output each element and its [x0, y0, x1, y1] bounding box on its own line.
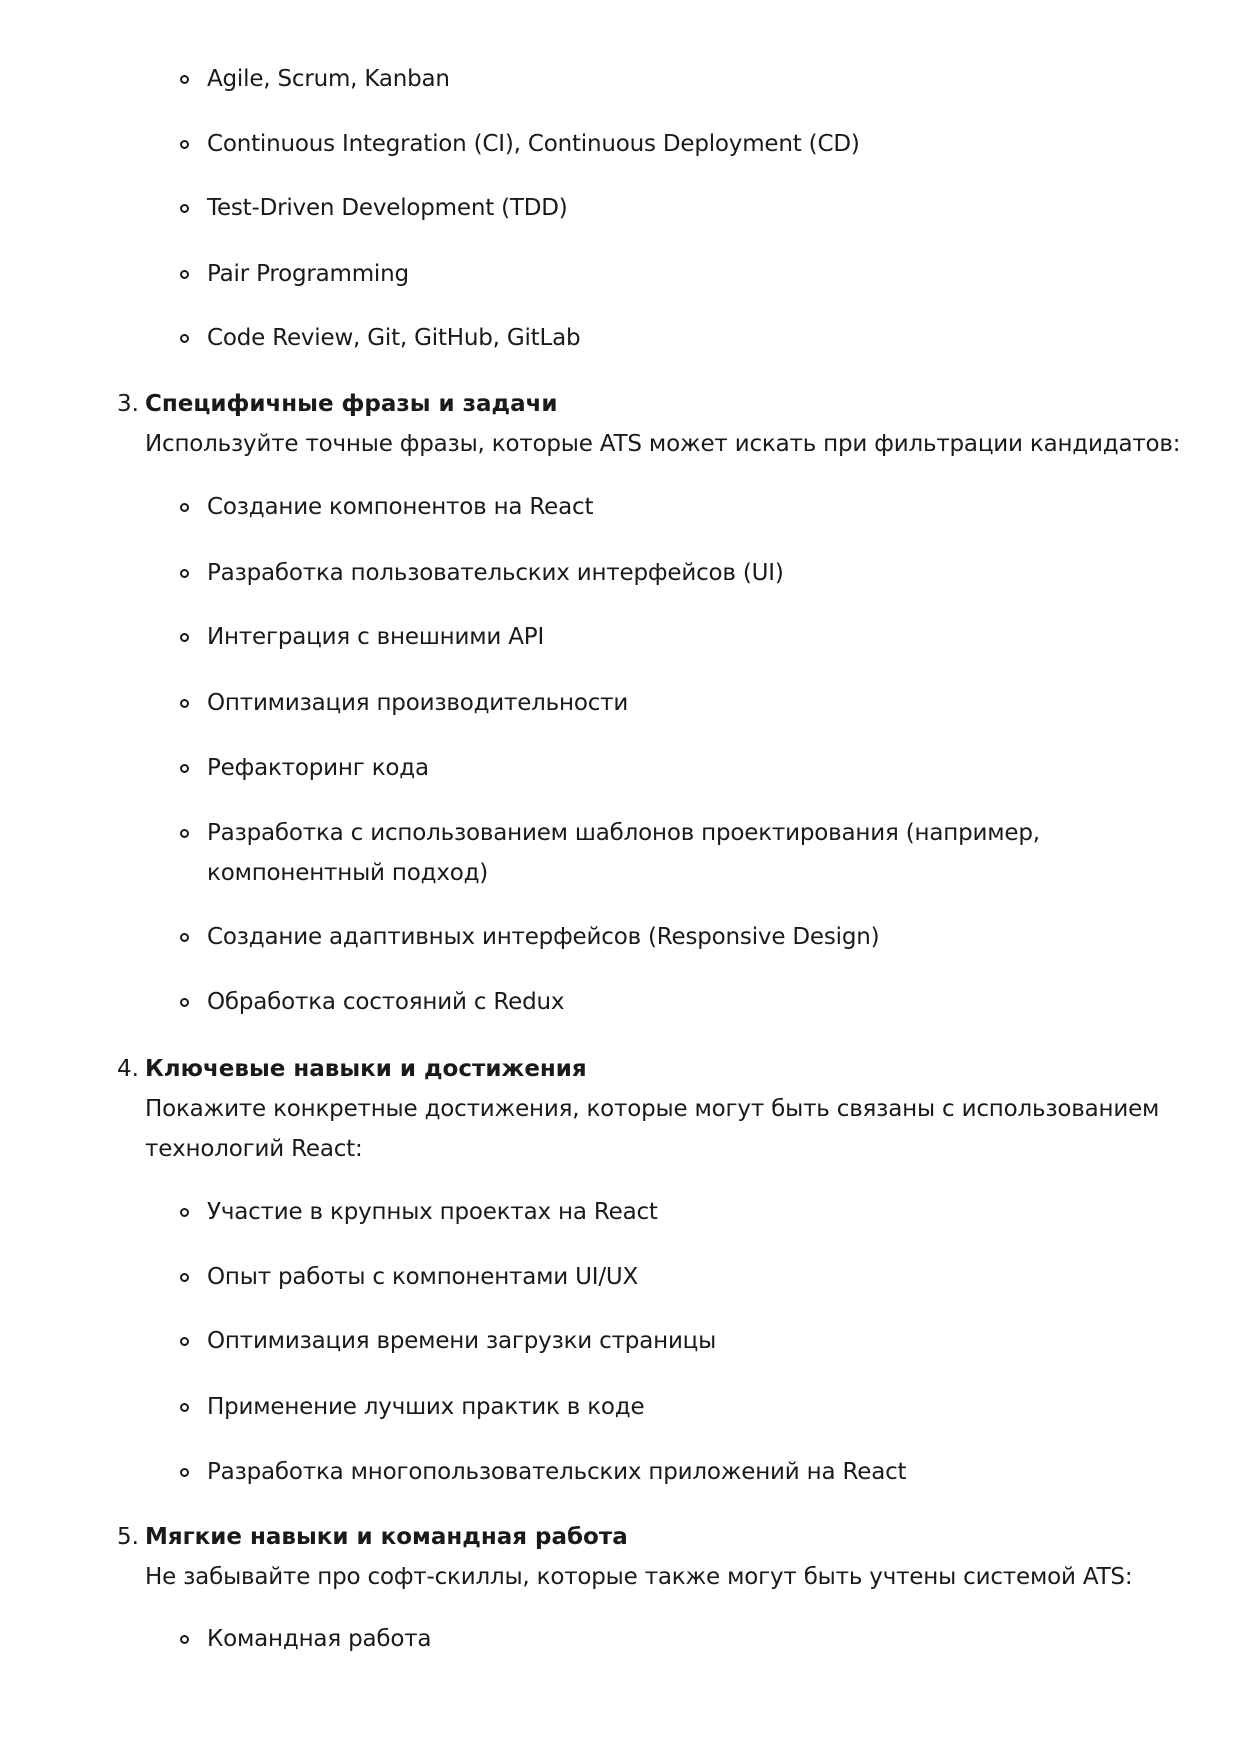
- section-intro: Используйте точные фразы, которые ATS может искать при фильтрации кандидатов:: [145, 431, 1181, 457]
- bullet-icon: [180, 1468, 189, 1477]
- section-title: Специфичные фразы и задачи: [145, 391, 558, 417]
- list-item-continuation: компонентный подход): [207, 860, 489, 886]
- list-item: Опыт работы с компонентами UI/UX: [207, 1264, 639, 1290]
- section-title: Мягкие навыки и командная работа: [145, 1524, 628, 1550]
- list-item: Code Review, Git, GitHub, GitLab: [207, 325, 581, 351]
- section-intro-continuation: технологий React:: [145, 1136, 363, 1162]
- bullet-icon: [180, 998, 189, 1007]
- list-item: Обработка состояний с Redux: [207, 989, 565, 1015]
- list-item: Agile, Scrum, Kanban: [207, 66, 450, 92]
- bullet-icon: [180, 334, 189, 343]
- bullet-icon: [180, 764, 189, 773]
- list-item: Создание адаптивных интерфейсов (Responsive Design): [207, 924, 880, 950]
- list-item: Создание компонентов на React: [207, 494, 594, 520]
- list-item: Командная работа: [207, 1626, 432, 1652]
- bullet-icon: [180, 1273, 189, 1282]
- bullet-icon: [180, 1208, 189, 1217]
- bullet-icon: [180, 1403, 189, 1412]
- bullet-icon: [180, 829, 189, 838]
- list-item: Применение лучших практик в коде: [207, 1394, 645, 1420]
- list-item: Разработка пользовательских интерфейсов (UI): [207, 560, 784, 586]
- bullet-icon: [180, 1337, 189, 1346]
- list-item: Pair Programming: [207, 261, 409, 287]
- bullet-icon: [180, 270, 189, 279]
- list-item: Рефакторинг кода: [207, 755, 429, 781]
- section-number: 3.: [117, 391, 139, 417]
- section-number: 5.: [117, 1524, 139, 1550]
- section-intro: Не забывайте про софт-скиллы, которые также могут быть учтены системой ATS:: [145, 1564, 1133, 1590]
- section-intro: Покажите конкретные достижения, которые могут быть связаны с использованием: [145, 1096, 1160, 1122]
- bullet-icon: [180, 204, 189, 213]
- bullet-icon: [180, 75, 189, 84]
- bullet-icon: [180, 569, 189, 578]
- bullet-icon: [180, 140, 189, 149]
- list-item: Оптимизация производительности: [207, 690, 629, 716]
- list-item: Разработка многопользовательских приложений на React: [207, 1459, 907, 1485]
- section-number: 4.: [117, 1056, 139, 1082]
- section-title: Ключевые навыки и достижения: [145, 1056, 587, 1082]
- list-item: Разработка с использованием шаблонов проектирования (например,: [207, 820, 1040, 846]
- bullet-icon: [180, 1635, 189, 1644]
- list-item: Интеграция с внешними API: [207, 624, 545, 650]
- list-item: Test-Driven Development (TDD): [207, 195, 568, 221]
- list-item: Участие в крупных проектах на React: [207, 1199, 658, 1225]
- bullet-icon: [180, 503, 189, 512]
- bullet-icon: [180, 699, 189, 708]
- bullet-icon: [180, 933, 189, 942]
- list-item: Continuous Integration (CI), Continuous Deployment (CD): [207, 131, 860, 157]
- bullet-icon: [180, 633, 189, 642]
- list-item: Оптимизация времени загрузки страницы: [207, 1328, 717, 1354]
